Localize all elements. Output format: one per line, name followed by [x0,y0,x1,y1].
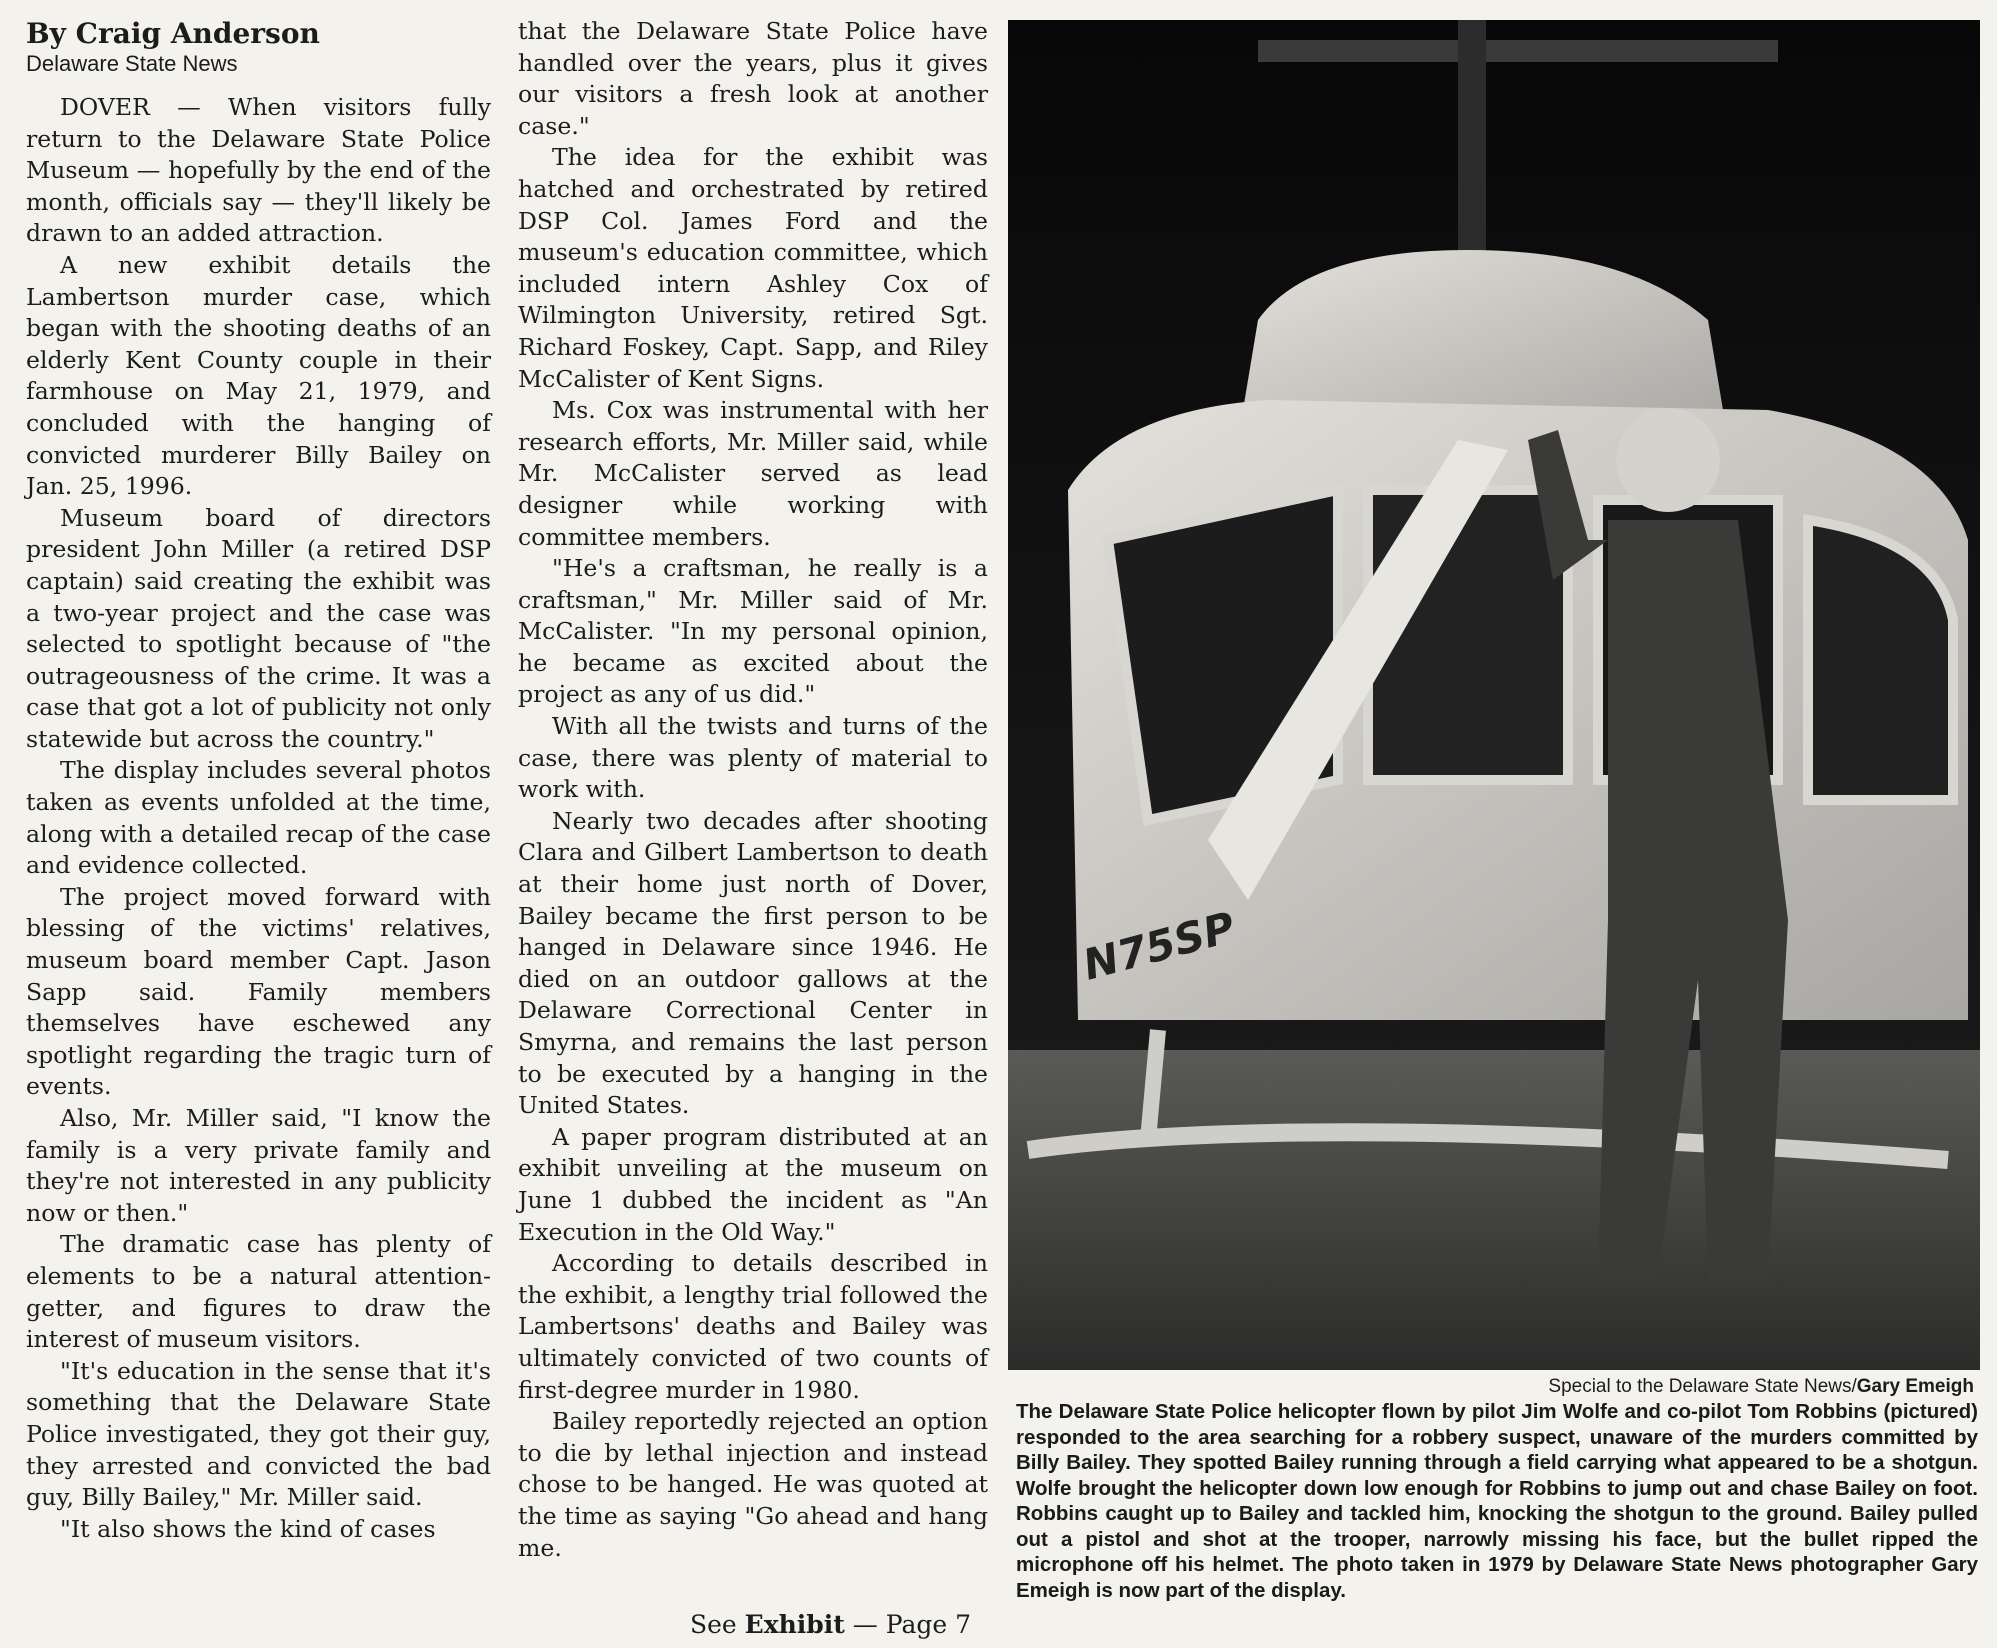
paragraph: "It also shows the kind of cases [60,1514,436,1543]
paragraph: The dramatic case has plenty of elements to be a natural attention-getter, and figures to draw the interest of museum visitors. [26,1230,491,1354]
paragraph: Museum board of directors president John Miller (a retired DSP captain) said creating the exhibit was a two-year project and the case was selected to spotlight because of "the outrageousness of the crime. It was a case that got a lot of publicity not only statewide but across the country." [26,503,491,753]
helicopter-photo [1008,20,1980,1370]
paragraph: Ms. Cox was instrumental with her research efforts, Mr. Miller said, while Mr. McCalister served as lead designer while working with committee members. [518,396,988,551]
credit-prefix: Special to the Delaware State News/ [1548,1376,1857,1397]
photo-credit [1008,1375,1974,1399]
paragraph: Also, Mr. Miller said, "I know the family is a very private family and they're not interested in any publicity now or then." [26,1104,491,1227]
photo-caption: The Delaware State Police helicopter flown by pilot Jim Wolfe and co-pilot Tom Robbins (pictured) responded to the area searching for a robbery suspect, unaware of the murders committed by Billy Bailey. They spotted Bailey running through a field carrying what appeared to be a shotgun. Wolfe brought the helicopter down low enough for Robbins to jump out and chase Bailey on foot. Robbins caught up to Bailey and tackled him, knocking the shotgun to the ground. Bailey pulled out a pistol and shot at the trooper, narrowly missing his face, but the bullet ripped the microphone off his helmet. The photo taken in 1979 by Delaware State News photographer Gary Emeigh is now part of the display. [1016,1400,1978,1602]
paragraph: "It's education in the sense that it's something that the Delaware State Police investigated, they got their guy, they arrested and convicted the bad guy, Billy Bailey," Mr. Miller said. [26,1356,491,1512]
helicopter-illustration [1008,20,1980,1370]
credit-name: Gary Emeigh [1856,1376,1974,1397]
paragraph: A paper program distributed at an exhibit unveiling at the museum on June 1 dubbed the incident as "An Execution in the Old Way." [518,1122,988,1246]
paragraph: The display includes several photos taken as events unfolded at the time, along with a detailed recap of the case and evidence collected. [26,756,491,880]
article-column-2 [518,16,988,1564]
article-column-1 [26,18,491,1545]
paragraph: With all the twists and turns of the case, there was plenty of material to work with. [518,712,988,804]
jump-suffix: — Page 7 [852,1610,971,1639]
byline: By Craig Anderson [26,17,320,50]
paragraph: A new exhibit details the Lambertson murder case, which began with the shooting deaths of an elderly Kent County couple in their farmhouse on May 21, 1979, and concluded with the hanging of convicted murderer Billy Bailey on Jan. 25, 1996. [26,250,491,501]
paragraph: The project moved forward with blessing of the victims' relatives, museum board member Capt. Jason Sapp said. Family members themselves have eschewed any spotlight regarding the tragic turn of events. [26,882,491,1101]
paragraph: "He's a craftsman, he really is a craftsman," Mr. Miller said of Mr. McCalister. "In my personal opinion, he became as excited about the project as any of us did." [518,554,988,709]
paragraph: According to details described in the exhibit, a lengthy trial followed the Lambertsons' deaths and Bailey was ultimately convicted of two counts of first-degree murder in 1980. [518,1249,988,1404]
paragraph: Bailey reportedly rejected an option to die by lethal injection and instead chose to be hanged. He was quoted at the time as saying "Go ahead and hang me. [518,1407,988,1562]
jump-prefix: See [690,1610,737,1639]
byline-source: Delaware State News [26,51,238,76]
paragraph-continued: that the Delaware State Police have handled over the years, plus it gives our visitors a fresh look at another case." [518,17,988,140]
paragraph: Nearly two decades after shooting Clara and Gilbert Lambertson to death at their home just north of Dover, Bailey became the first person to be hanged in Delaware since 1946. He died on an outdoor gallows at the Delaware Correctional Center in Smyrna, and remains the last person to be executed by a hanging in the United States. [518,806,988,1120]
tail-number: N75SP [1077,902,1240,990]
paragraph: DOVER — When visitors fully return to the Delaware State Police Museum — hopefully by the end of the month, officials say — they'll likely be drawn to an added attraction. [26,93,491,248]
jump-line [690,1610,971,1640]
paragraph: The idea for the exhibit was hatched and orchestrated by retired DSP Col. James Ford and the museum's education committee, which included intern Ashley Cox of Wilmington University, retired Sgt. Richard Foskey, Capt. Sapp, and Riley McCalister of Kent Signs. [518,143,988,393]
jump-word: Exhibit [744,1610,845,1639]
